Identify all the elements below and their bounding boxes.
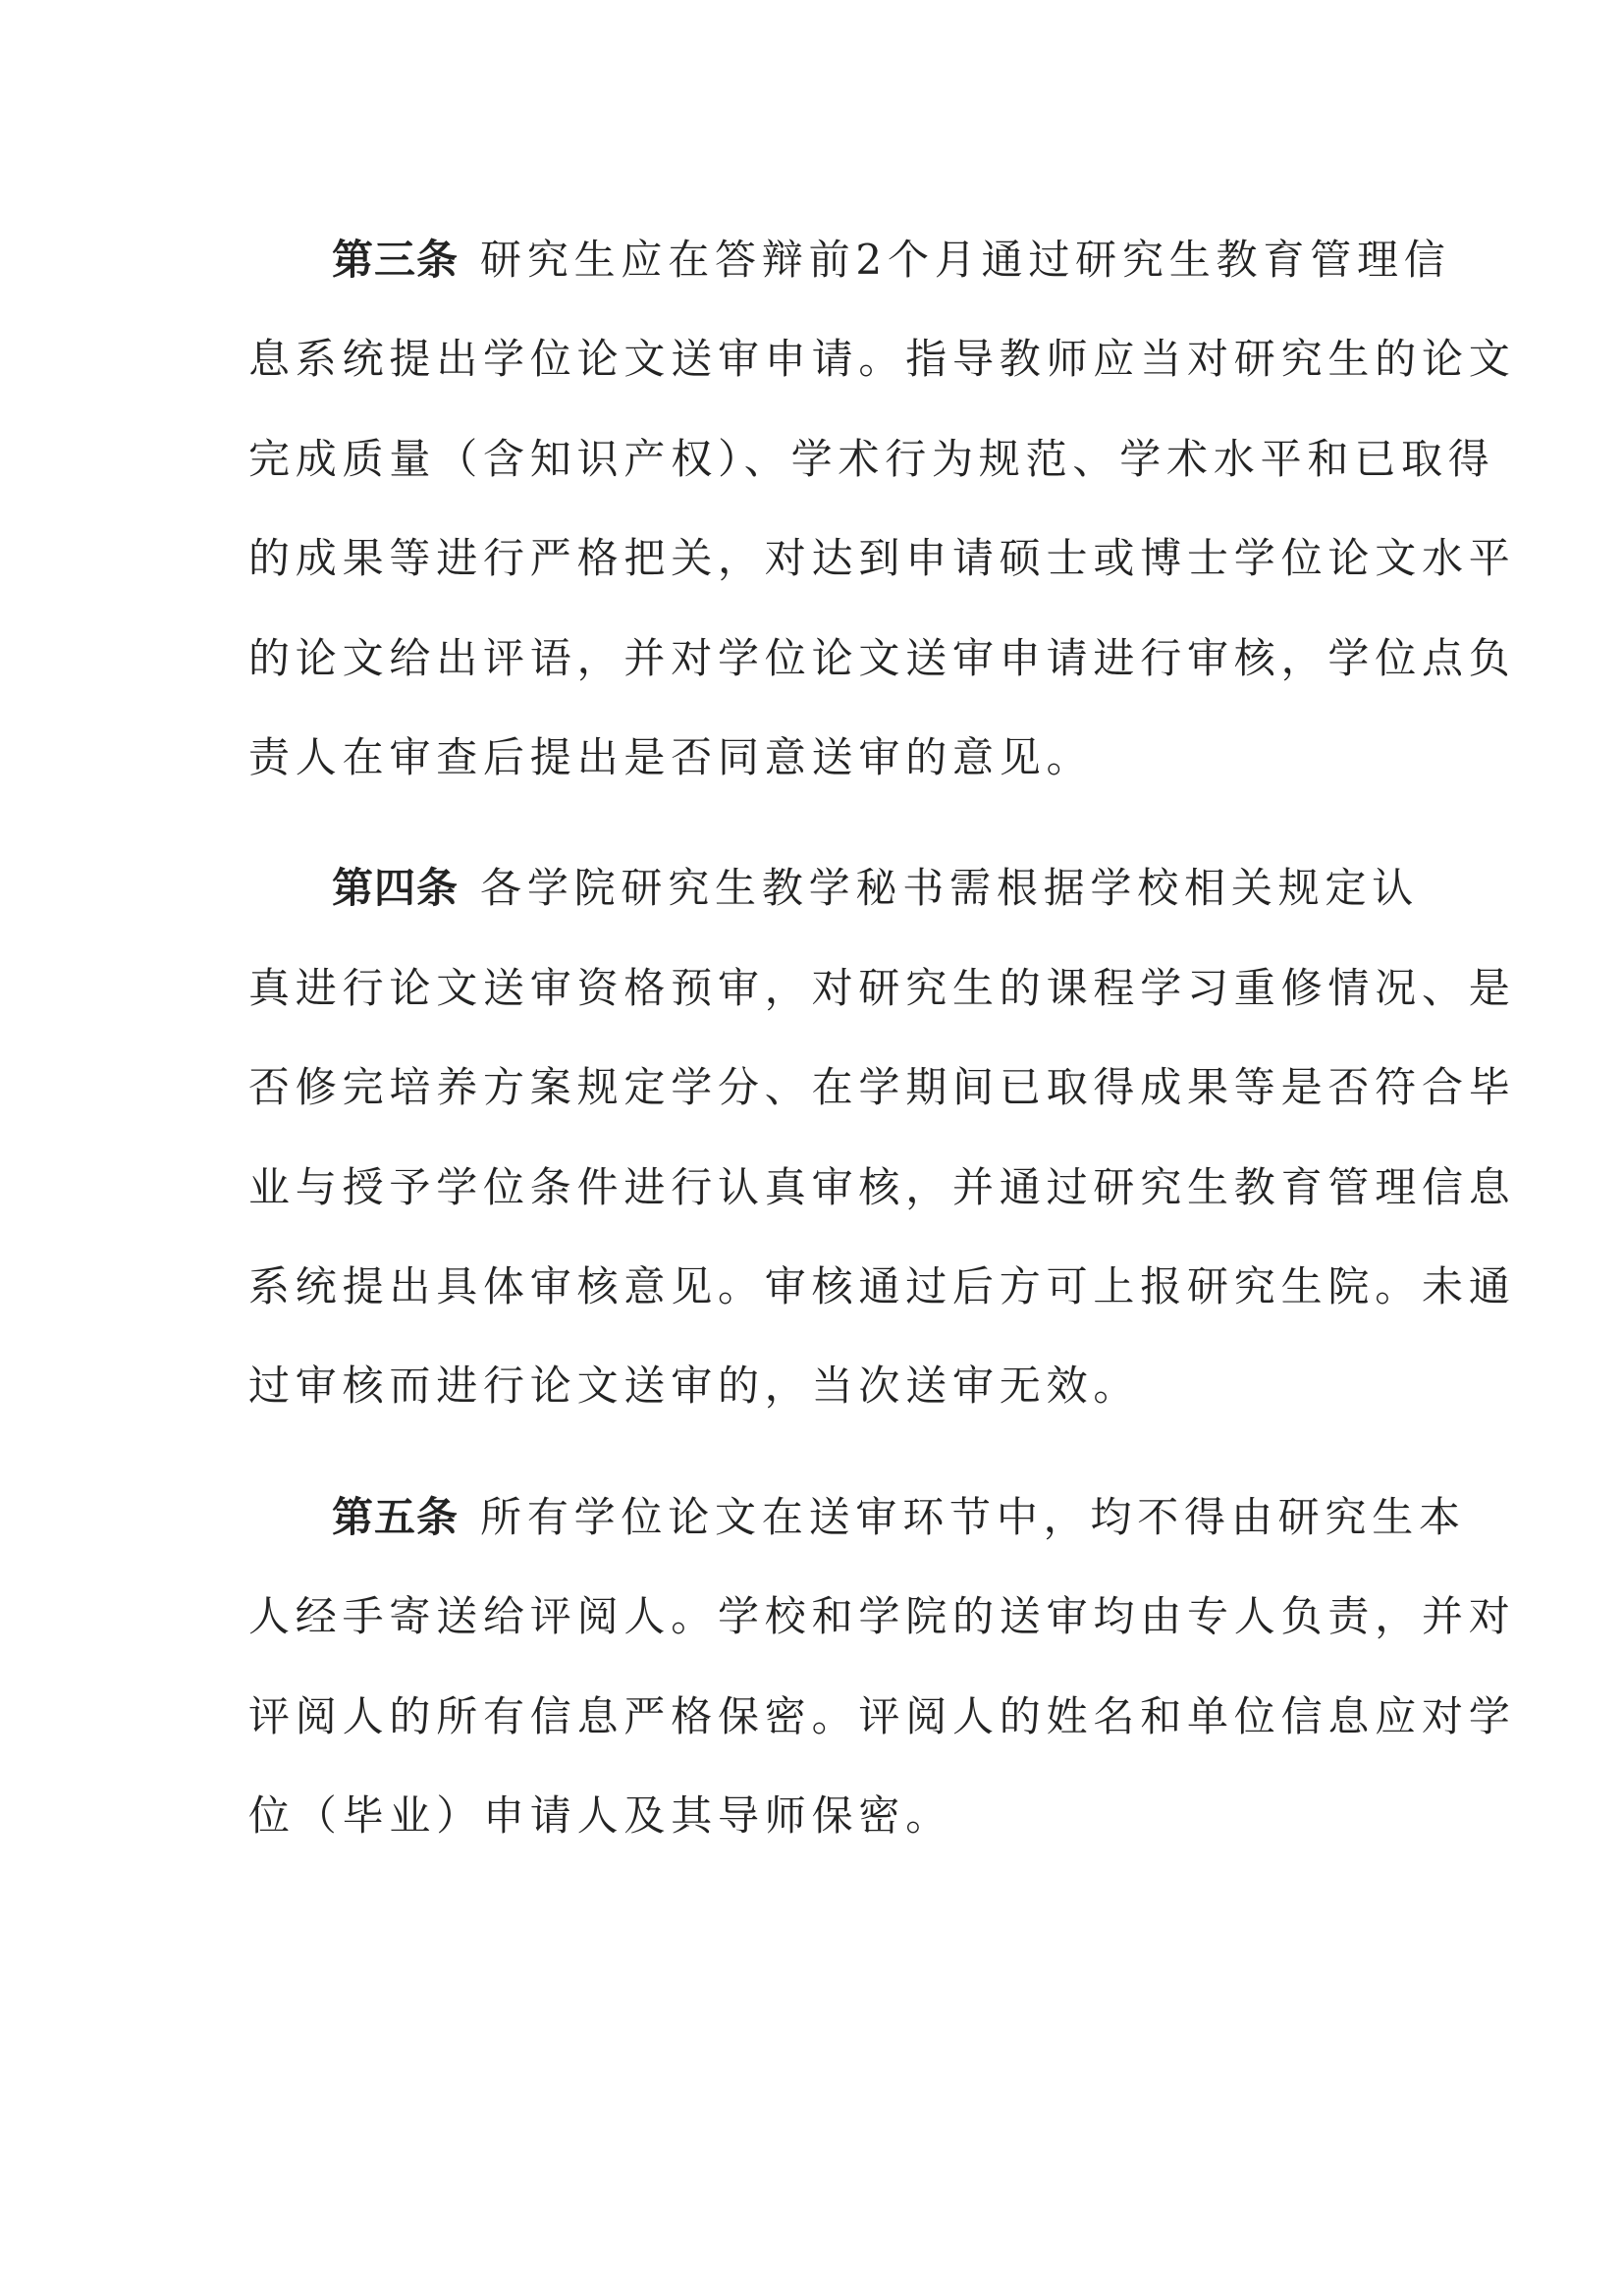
line-text: 研究生应在答辩前2个月通过研究生教育管理信 (480, 236, 1451, 284)
document-page (248, 210, 1516, 1897)
paragraph-line: 否修完培养方案规定学分、在学期间已取得成果等是否符合毕 (248, 1063, 1516, 1112)
article-5-paragraph (248, 1468, 1516, 1866)
article-number: 第四条 (332, 864, 460, 913)
paragraph-line: 过审核而进行论文送审的，当次送审无效。 (248, 1362, 1141, 1411)
article-4-paragraph (248, 838, 1516, 1435)
paragraph-line: 位（毕业）申请人及其导师保密。 (248, 1791, 953, 1841)
paragraph-line: 息系统提出学位论文送审申请。指导教师应当对研究生的论文 (248, 335, 1516, 384)
paragraph-line: 人经手寄送给评阅人。学校和学院的送审均由专人负责，并对 (248, 1592, 1516, 1641)
paragraph-line: 完成质量（含知识产权）、学术行为规范、学术水平和已取得 (248, 434, 1495, 483)
article-number: 第三条 (332, 236, 460, 284)
paragraph-line: 真进行论文送审资格预审，对研究生的课程学习重修情况、是 (248, 963, 1516, 1012)
paragraph-line: 系统提出具体审核意见。审核通过后方可上报研究生院。未通 (248, 1262, 1516, 1311)
paragraph-line (248, 838, 1420, 937)
article-number: 第五条 (332, 1492, 460, 1541)
paragraph-line: 责人在审查后提出是否同意送审的意见。 (248, 733, 1094, 782)
line-text: 各学院研究生教学秘书需根据学校相关规定认 (480, 864, 1420, 913)
paragraph-line (248, 210, 1451, 309)
paragraph-line: 评阅人的所有信息严格保密。评阅人的姓名和单位信息应对学 (248, 1691, 1516, 1740)
paragraph-line: 的成果等进行严格把关，对达到申请硕士或博士学位论文水平 (248, 534, 1516, 583)
paragraph-line: 的论文给出评语，并对学位论文送审申请进行审核，学位点负 (248, 633, 1516, 682)
article-3-paragraph (248, 210, 1516, 807)
paragraph-line: 业与授予学位条件进行认真审核，并通过研究生教育管理信息 (248, 1162, 1516, 1211)
line-text: 所有学位论文在送审环节中，均不得由研究生本 (480, 1492, 1466, 1541)
paragraph-line (248, 1468, 1466, 1567)
